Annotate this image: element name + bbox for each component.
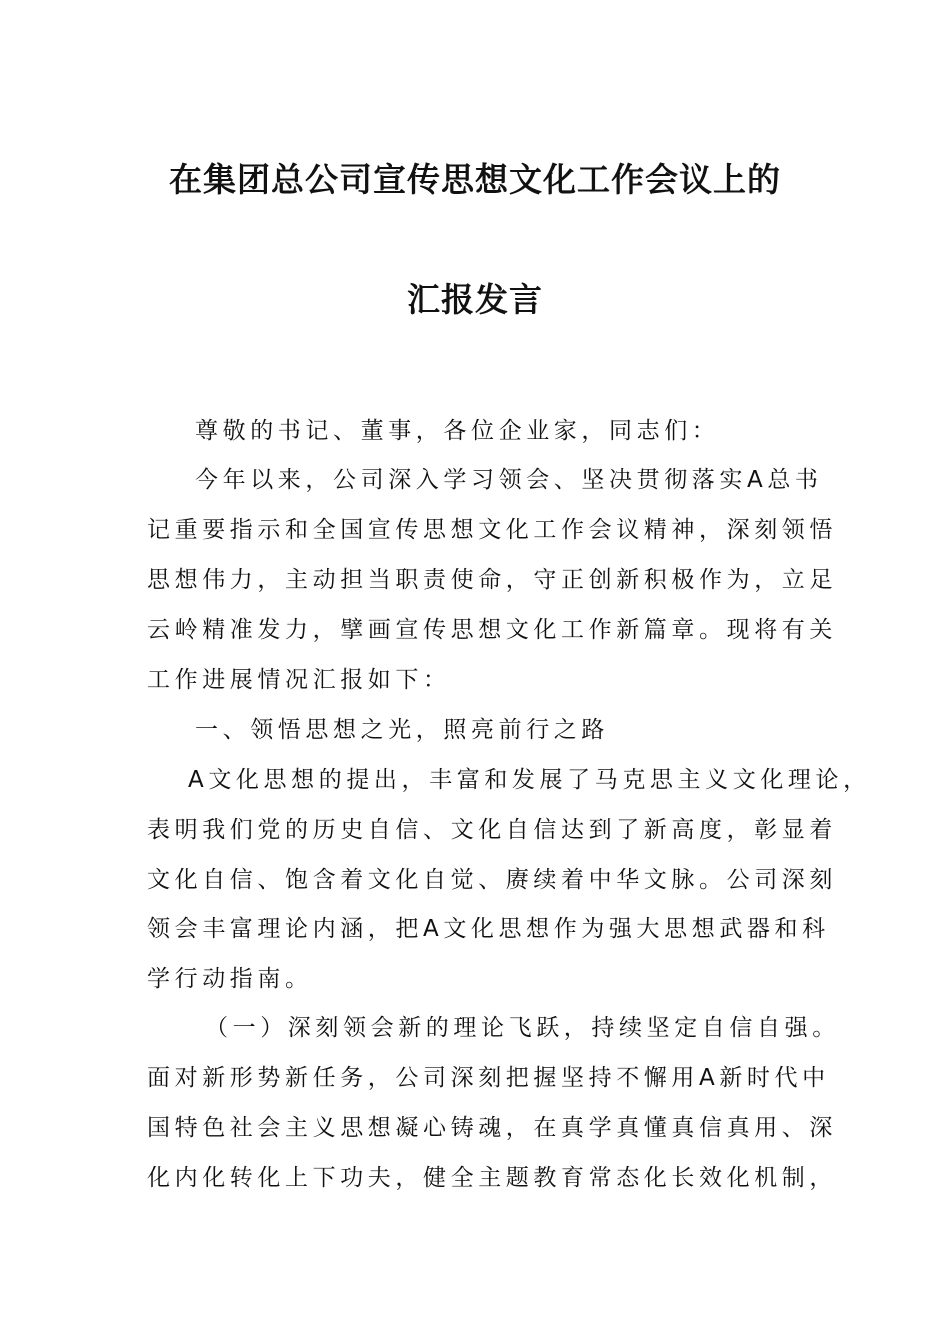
salutation: 尊敬的书记、董事，各位企业家，同志们： (195, 418, 720, 444)
paragraph-line: 文化自信、饱含着文化自觉、赓续着中华文脉。公司深刻 (147, 867, 837, 893)
document-title-line-1: 在集团总公司宣传思想文化工作会议上的 (169, 160, 781, 199)
section-heading: 一、领悟思想之光，照亮前行之路 (195, 717, 609, 743)
paragraph-line: 表明我们党的历史自信、文化自信达到了新高度，彰显着 (147, 817, 837, 843)
paragraph-line: 化内化转化上下功夫，健全主题教育常态化长效化机制， (147, 1165, 837, 1191)
paragraph-line: 记重要指示和全国宣传思想文化工作会议精神，深刻领悟 (147, 517, 837, 543)
paragraph-line: 思想伟力，主动担当职责使命，守正创新积极作为，立足 (147, 567, 837, 593)
paragraph-line: A文化思想的提出，丰富和发展了马克思主义文化理论， (188, 767, 871, 793)
subsection-heading: （一）深刻领会新的理论飞跃，持续坚定自信自强。 (205, 1015, 840, 1041)
document-title-line-2: 汇报发言 (407, 280, 543, 319)
paragraph-line: 国特色社会主义思想凝心铸魂，在真学真懂真信真用、深 (147, 1115, 837, 1141)
paragraph-line: 领会丰富理论内涵，把A文化思想作为强大思想武器和科 (147, 916, 830, 942)
paragraph-line: 今年以来，公司深入学习领会、坚决贯彻落实A总书 (195, 467, 823, 493)
paragraph-line: 学行动指南。 (147, 966, 313, 992)
paragraph-line: 云岭精准发力，擘画宣传思想文化工作新篇章。现将有关 (147, 617, 837, 643)
paragraph-line: 面对新形势新任务，公司深刻把握坚持不懈用A新时代中 (147, 1065, 830, 1091)
paragraph-line: 工作进展情况汇报如下： (147, 667, 451, 693)
